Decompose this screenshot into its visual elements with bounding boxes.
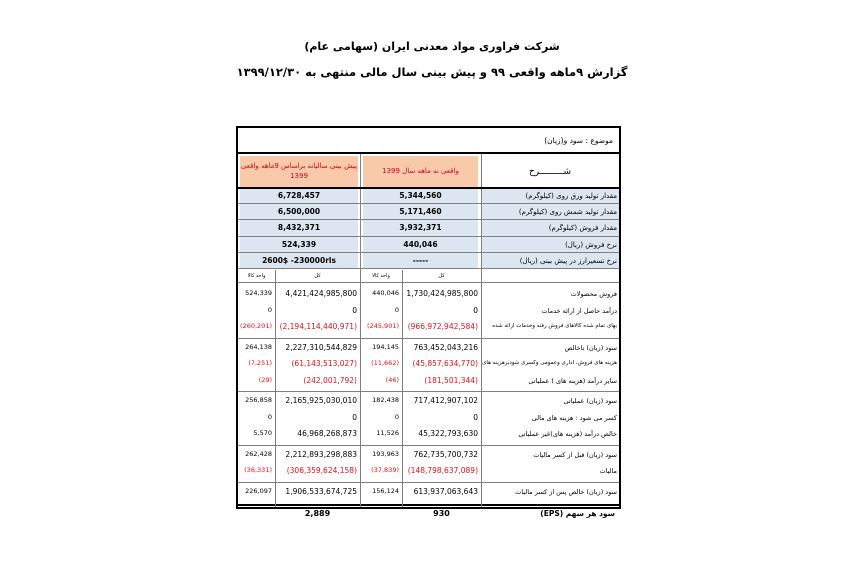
actual-unit-value: 156,124 xyxy=(372,486,399,495)
forecast-unit-value: (36,331) xyxy=(244,466,272,474)
line-item-label: سود (زیان) قبل از کسر مالیات xyxy=(533,450,617,459)
forecast-unit-value: 0 xyxy=(267,412,272,421)
group-divider xyxy=(238,445,619,446)
actual-total-value: (45,857,634,770) xyxy=(412,359,478,368)
forecast-total-value: (242,001,792) xyxy=(303,375,357,385)
line-item-label: کسر می شود : هزینه های مالی xyxy=(531,413,617,422)
actual-unit-value: 193,963 xyxy=(372,449,399,458)
forecast-unit-value: (260,201) xyxy=(240,322,272,330)
line-item-label: خالص درآمد (هزینه های)غیر عملیاتی xyxy=(518,430,617,438)
line-item-label: مالیات xyxy=(599,467,617,475)
actual-total-value: 763,452,043,216 xyxy=(413,342,478,352)
actual-unit-value: 182,438 xyxy=(372,396,399,404)
actual-total-value: 1,730,424,985,800 xyxy=(406,289,478,298)
line-item-label: سود (زیان) خالص پس از کسر مالیات xyxy=(515,487,617,496)
actual-total-value: 762,735,700,732 xyxy=(413,449,478,459)
forecast-unit-value: 0 xyxy=(267,305,272,314)
line-item-label: فروش محصولات xyxy=(570,290,617,298)
summary-forecast-value: 6,728,457 xyxy=(240,188,358,203)
eps-actual-value: 930 xyxy=(433,509,450,518)
summary-row-label: مقدار تولید شمش روی (کیلوگرم) xyxy=(481,204,619,219)
summary-actual-value: 440,046 xyxy=(363,237,478,252)
summary-row-label: مقدار تولید ورق روی (کیلوگرم) xyxy=(481,188,619,203)
actual-unit-value: 0 xyxy=(394,305,399,314)
group-divider xyxy=(238,391,619,392)
summary-row-label: نرخ فروش (ریال) xyxy=(481,237,619,252)
actual-unit-value: (245,901) xyxy=(367,322,399,330)
line-item-label: سود (زیان) ناخالص xyxy=(564,343,617,352)
forecast-total-value: 0 xyxy=(352,412,357,422)
header-actual: واقعی نه ماهه سال 1399 xyxy=(363,156,478,188)
summary-row-label: مقدار فروش (کیلوگرم) xyxy=(481,220,619,235)
column-divider xyxy=(481,154,482,507)
actual-total-value: (966,972,942,584) xyxy=(407,322,478,331)
forecast-unit-value: 524,339 xyxy=(245,289,272,297)
forecast-total-value: (306,359,624,158) xyxy=(286,466,357,475)
summary-actual-value: ----- xyxy=(363,253,478,268)
forecast-total-value: (2,194,114,440,971) xyxy=(279,322,357,331)
column-divider xyxy=(275,270,276,507)
summary-actual-value: 5,171,460 xyxy=(363,204,478,219)
forecast-unit-value: 226,097 xyxy=(245,486,272,495)
summary-forecast-value: 2600$ -230000rls xyxy=(240,253,358,268)
actual-unit-value: (11,662) xyxy=(371,359,399,367)
line-item-label: سود (زیان) عملیاتی xyxy=(563,397,617,405)
forecast-total-value: 2,227,310,544,829 xyxy=(285,342,357,352)
subject-line: موضوع : سود و(زیان) xyxy=(238,128,619,154)
summary-row-label: نرخ تسعیرارز در پیش بینی (ریال) xyxy=(481,253,619,268)
subheader-forecast-unit: واحد کالا xyxy=(247,273,266,279)
eps-forecast-value: 2,889 xyxy=(304,509,331,518)
forecast-total-value: 0 xyxy=(352,305,357,315)
forecast-unit-value: 264,138 xyxy=(245,342,272,351)
header-forecast: پیش بینی سالیانه براساس 9ماهه واقعی 1399 xyxy=(240,156,358,188)
summary-actual-value: 3,932,371 xyxy=(363,220,478,235)
line-item-label: بهای تمام شده کالاهای فروش رفته وخدمات ارائه شده xyxy=(492,323,617,329)
summary-forecast-value: 6,500,000 xyxy=(240,204,358,219)
subheader-forecast-total: کل xyxy=(314,273,321,279)
forecast-total-value: 2,165,925,030,010 xyxy=(285,396,357,405)
actual-total-value: 0 xyxy=(473,412,478,422)
eps-label: سود هر سهم (EPS) xyxy=(540,509,615,518)
subheader-actual-total: کل xyxy=(438,273,445,279)
actual-total-value: (148,798,637,089) xyxy=(407,466,478,475)
forecast-total-value: 1,906,533,674,725 xyxy=(285,486,357,496)
actual-total-value: 613,937,063,643 xyxy=(413,486,478,496)
forecast-total-value: 46,968,268,873 xyxy=(297,429,357,438)
column-divider xyxy=(360,154,361,507)
group-divider xyxy=(238,338,619,339)
group-divider xyxy=(238,482,619,483)
header-description: شـــــــــرح xyxy=(481,156,619,188)
actual-unit-value: (46) xyxy=(385,375,399,384)
row-divider xyxy=(238,268,619,269)
forecast-unit-value: (7,251) xyxy=(248,359,272,367)
actual-unit-value: 11,526 xyxy=(376,429,399,437)
eps-top-border xyxy=(238,504,619,506)
forecast-total-value: (61,143,513,027) xyxy=(291,359,357,368)
forecast-unit-value: (29) xyxy=(258,375,272,384)
summary-actual-value: 5,344,560 xyxy=(363,188,478,203)
column-divider xyxy=(402,270,403,507)
line-item-label: درآمد حاصل از ارائه خدمات xyxy=(541,306,617,315)
forecast-total-value: 2,212,893,298,883 xyxy=(285,449,357,459)
report-table xyxy=(236,126,621,518)
forecast-total-value: 4,421,424,985,800 xyxy=(285,289,357,298)
summary-forecast-value: 524,339 xyxy=(240,237,358,252)
forecast-unit-value: 262,428 xyxy=(245,449,272,458)
company-title: شرکت فراوری مواد معدنی ایران (سهامی عام) xyxy=(304,40,560,53)
header-bottom-border xyxy=(238,187,619,189)
report-title: گزارش ۹ماهه واقعی ۹۹ و پیش بینی سال مالی منتهی به ۱۳۹۹/۱۲/۳۰ xyxy=(236,65,628,79)
actual-total-value: (181,501,344) xyxy=(424,375,478,385)
line-item-label: سایر درآمد (هزینه های ) عملیاتی xyxy=(528,376,617,385)
subheader-divider xyxy=(238,282,619,283)
forecast-unit-value: 256,858 xyxy=(245,396,272,404)
actual-unit-value: 194,145 xyxy=(372,342,399,351)
actual-unit-value: (37,839) xyxy=(371,466,399,474)
subheader-actual-unit: واحد کالا xyxy=(372,273,390,279)
actual-total-value: 717,412,907,102 xyxy=(413,396,478,405)
actual-unit-value: 0 xyxy=(394,412,399,421)
summary-forecast-value: 8,432,371 xyxy=(240,220,358,235)
forecast-unit-value: 5,570 xyxy=(253,429,272,437)
actual-total-value: 45,322,793,630 xyxy=(418,429,478,438)
actual-total-value: 0 xyxy=(473,305,478,315)
actual-unit-value: 440,046 xyxy=(372,289,399,297)
line-item-label: هزینه های فروش، اداری وعمومی وکسری شودبرهزینه های xyxy=(482,360,617,366)
